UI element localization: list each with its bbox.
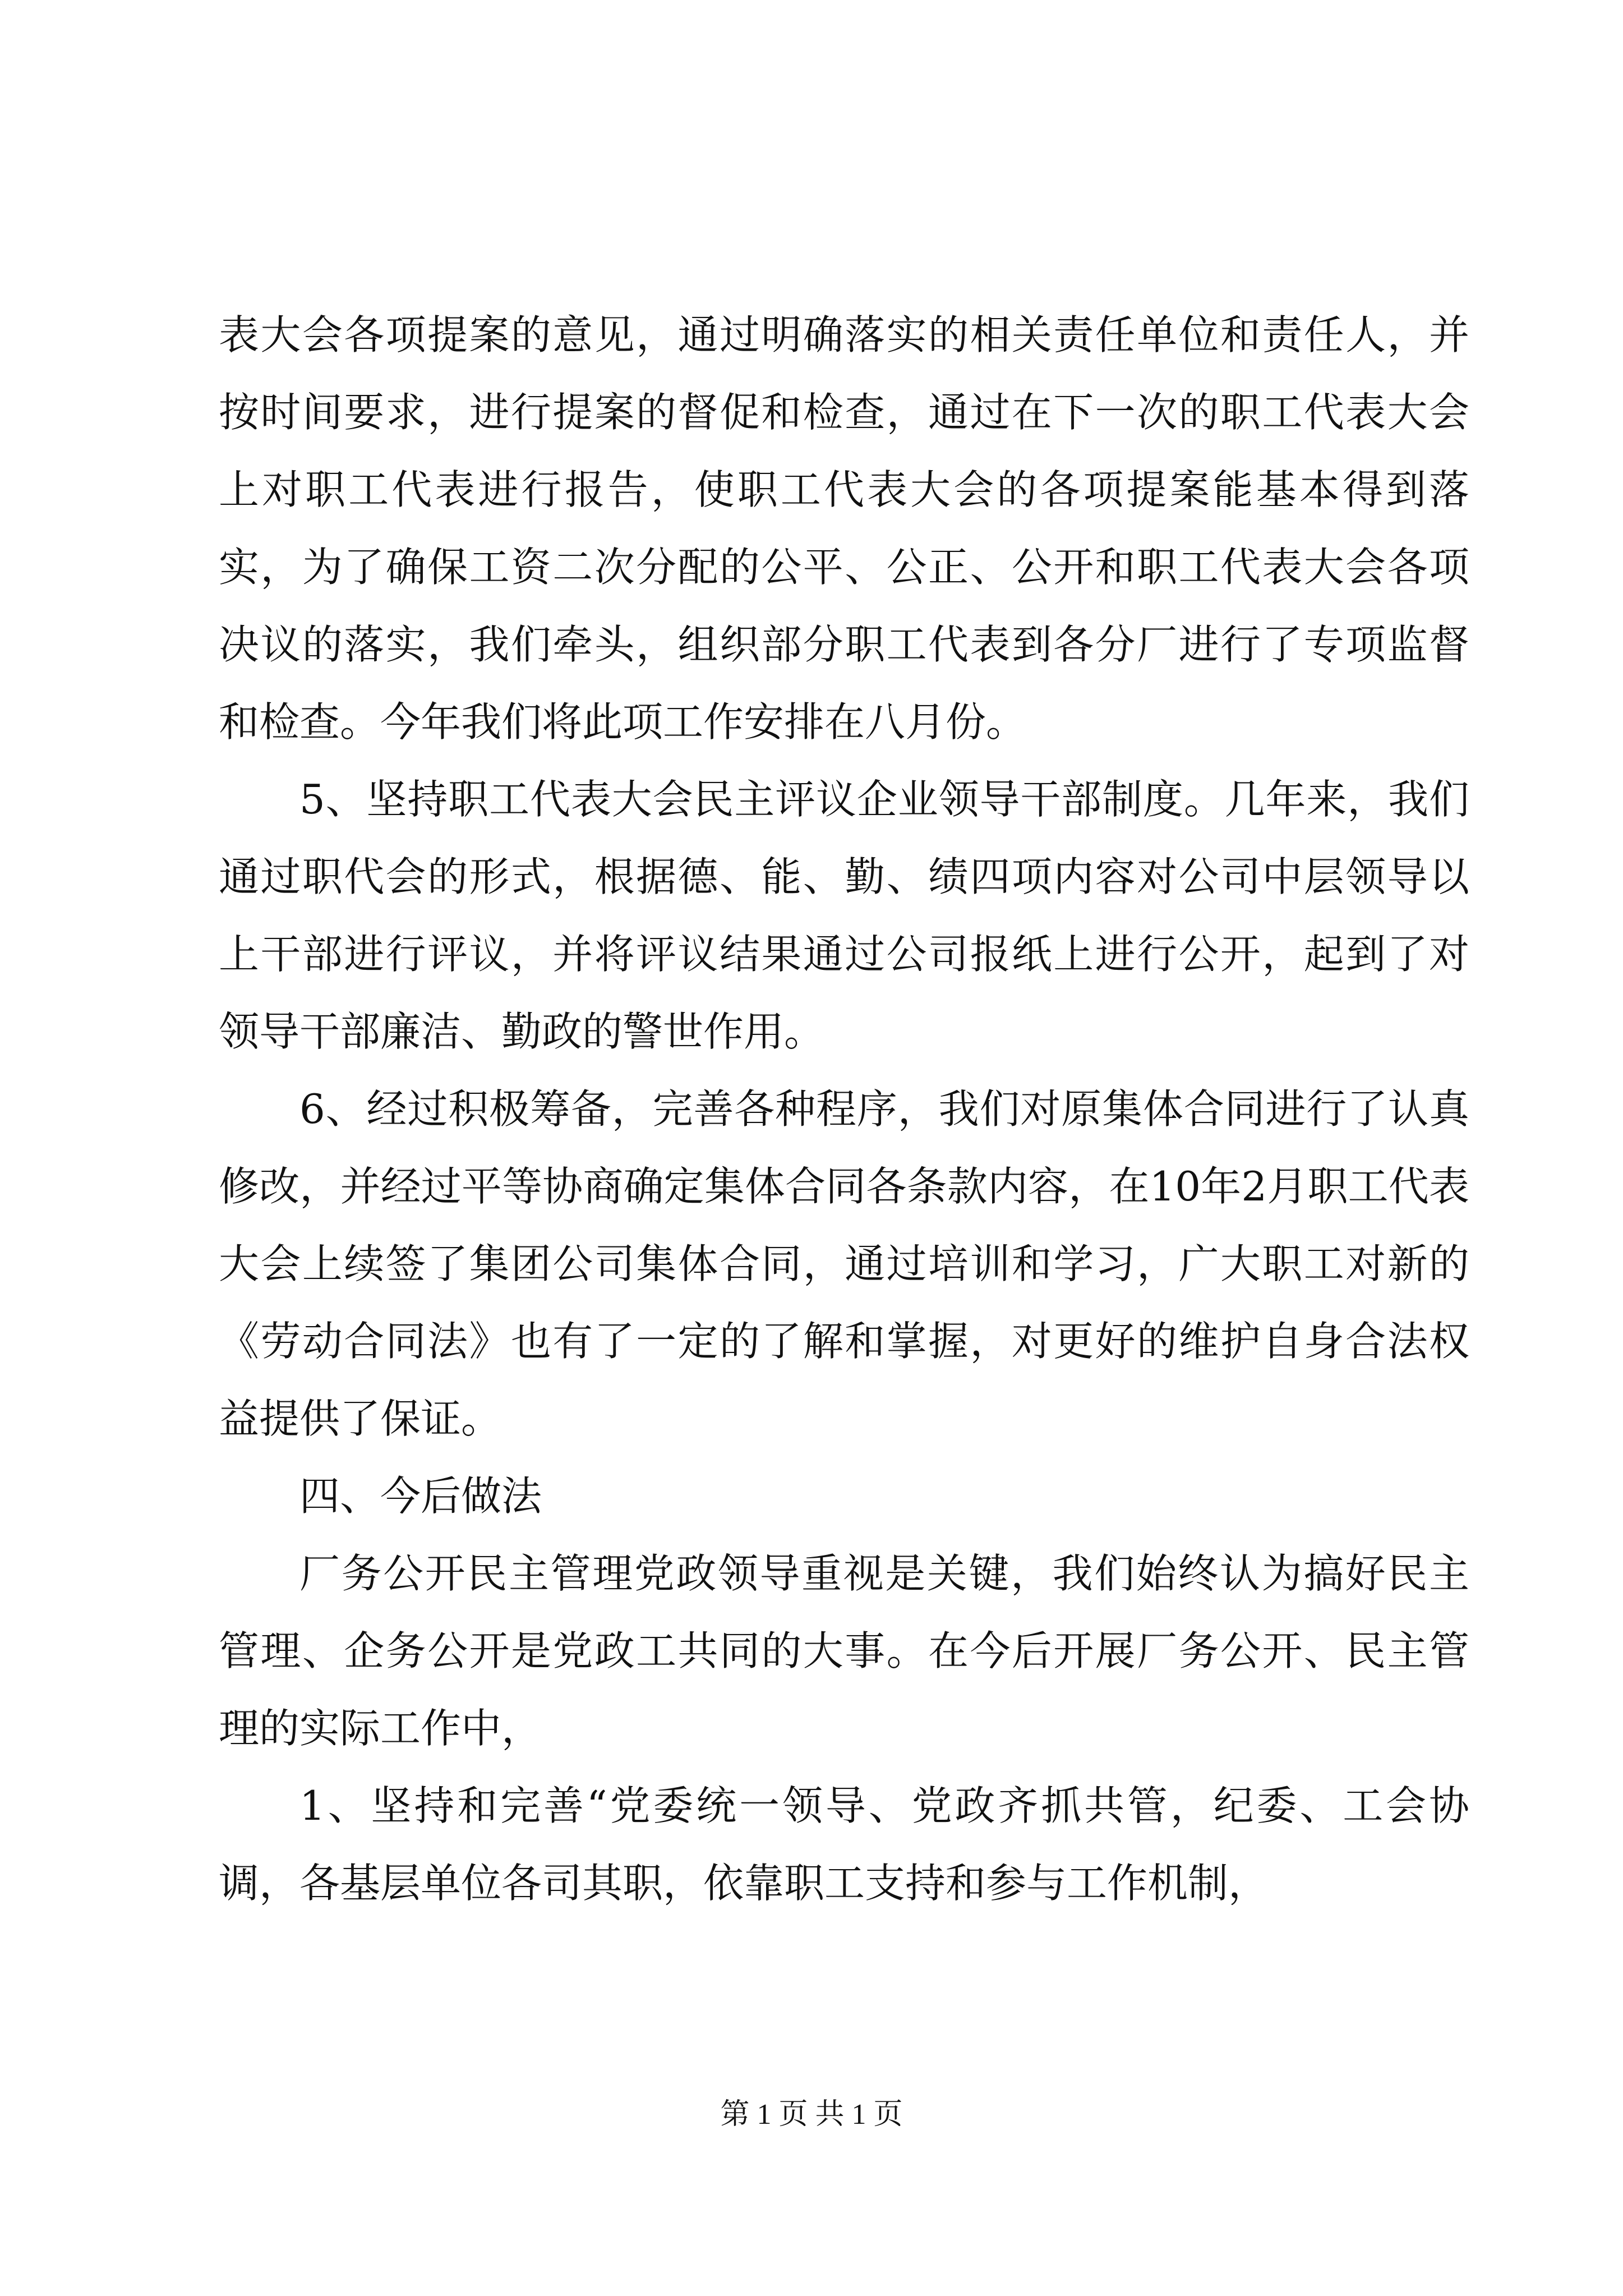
paragraph-item-1: 1、坚持和完善“党委统一领导、党政齐抓共管，纪委、工会协调，各基层单位各司其职，依靠职工支持和参与工作机制， [219, 1782, 1469, 1907]
section-heading: 四、今后做法 [299, 1473, 542, 1520]
paragraph-continuation: 表大会各项提案的意见，通过明确落实的相关责任单位和责任人，并按时间要求，进行提案的督促和检查，通过在下一次的职工代表大会上对职工代表进行报告，使职工代表大会的各项提案能基本得到落实，为了确保工资二次分配的公平、公正、公开和职工代表大会各项决议的落实，我们牵头，组织部分职工代表到各分厂进行了专项监督和检查。今年我们将此项工作安排在八月份。 [219, 311, 1469, 746]
page-footer: 第 1 页 共 1 页 [720, 2099, 903, 2131]
paragraph-item-6: 6、经过积极筹备，完善各种程序，我们对原集体合同进行了认真修改，并经过平等协商确定集体合同各条款内容，在10年2月职工代表大会上续签了集团公司集体合同，通过培训和学习，广大职工对新的《劳动合同法》也有了一定的了解和掌握，对更好的维护自身合法权益提供了保证。 [219, 1085, 1469, 1442]
paragraph-item-5: 5、坚持职工代表大会民主评议企业领导干部制度。几年来，我们通过职代会的形式，根据德、能、勤、绩四项内容对公司中层领导以上干部进行评议，并将评议结果通过公司报纸上进行公开，起到了对领导干部廉洁、勤政的警世作用。 [219, 776, 1469, 1055]
body-text [219, 296, 1469, 1922]
paragraph-intro: 厂务公开民主管理党政领导重视是关键，我们始终认为搞好民主管理、企务公开是党政工共同的大事。在今后开展厂务公开、民主管理的实际工作中， [219, 1550, 1469, 1752]
